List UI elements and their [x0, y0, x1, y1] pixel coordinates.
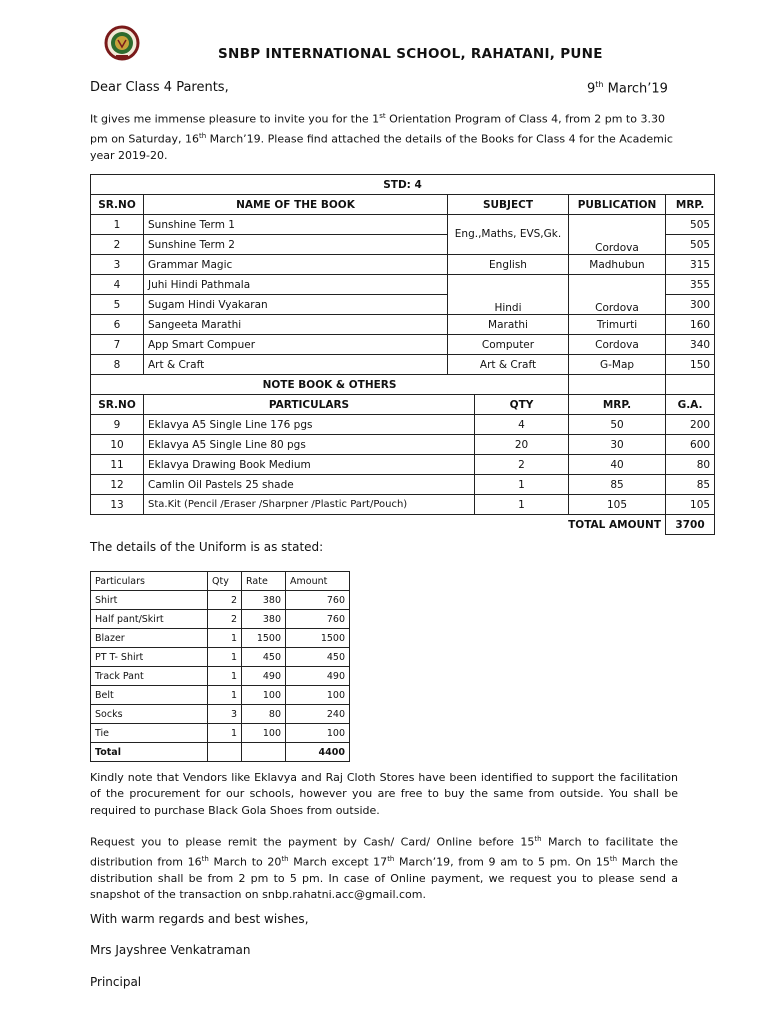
letter-date: 9th March’19: [587, 80, 668, 97]
table-row: Shirt 2 380 760: [91, 591, 350, 610]
total-amount-label: TOTAL AMOUNT: [91, 515, 666, 535]
column-header: Amount: [286, 572, 350, 591]
total-amount-value: 3700: [666, 515, 715, 535]
table-row: 13 Sta.Kit (Pencil /Eraser /Sharpner /Plastic Part/Pouch) 1 105 105: [91, 495, 715, 515]
uniform-total-label: Total: [91, 743, 208, 762]
table-row: Tie 1 100 100: [91, 724, 350, 743]
payment-paragraph: Request you to please remit the payment by Cash/ Card/ Online before 15th March to facilitate the distribution from 16th March to 20th March except 17th March’19, from 9 am to 5 pm. On 15th March the distribution shall be from 2 pm to 5 pm. In case of Online payment, we request you to please send a snapshot of the transaction on snbp.rahatni.acc@gmail.com.: [90, 835, 679, 902]
uniform-table: [90, 571, 350, 762]
section-heading-row: [91, 375, 715, 395]
table-row: PT T- Shirt 1 450 450: [91, 648, 350, 667]
signatory-title: Principal: [90, 975, 142, 989]
table-row: 11 Eklavya Drawing Book Medium 2 40 80: [91, 455, 715, 475]
table-row: 12 Camlin Oil Pastels 25 shade 1 85 85: [91, 475, 715, 495]
table-row: 7 App Smart Compuer Computer Cordova 340: [91, 335, 715, 355]
table-row: 9 Eklavya A5 Single Line 176 pgs 4 50 200: [91, 415, 715, 435]
total-row: [91, 743, 350, 762]
table-row: Half pant/Skirt 2 380 760: [91, 610, 350, 629]
table-row: 3 Grammar Magic English Madhubun 315: [91, 255, 715, 275]
table-row: 8 Art & Craft Art & Craft G-Map 150: [91, 355, 715, 375]
table-row: 2 Sunshine Term 2 505: [91, 235, 715, 255]
vendor-note-paragraph: Kindly note that Vendors like Eklavya and Raj Cloth Stores have been identified to support the facilitation of the procurement for our schools, however you are free to buy the same from outside. You shall be required to purchase Black Gola Shoes from outside.: [90, 771, 678, 817]
notebook-section-title: NOTE BOOK & OTHERS: [91, 375, 569, 395]
table-header-row: [91, 395, 715, 415]
column-header: SR.NO: [91, 195, 144, 215]
school-title: SNBP INTERNATIONAL SCHOOL, RAHATANI, PUNE: [218, 46, 603, 62]
uniform-total-value: 4400: [286, 743, 350, 762]
column-header: SUBJECT: [448, 195, 569, 215]
salutation: Dear Class 4 Parents,: [90, 80, 229, 95]
school-logo-icon: [104, 25, 140, 61]
table-row: 10 Eklavya A5 Single Line 80 pgs 20 30 600: [91, 435, 715, 455]
table-row: Track Pant 1 490 490: [91, 667, 350, 686]
table-row: 4 Juhi Hindi Pathmala Hindi Cordova 355: [91, 275, 715, 295]
column-header: PUBLICATION: [569, 195, 666, 215]
column-header: Qty: [208, 572, 242, 591]
table-row: 6 Sangeeta Marathi Marathi Trimurti 160: [91, 315, 715, 335]
table-row: Blazer 1 1500 1500: [91, 629, 350, 648]
closing-regards: With warm regards and best wishes,: [90, 912, 309, 926]
signatory-name: Mrs Jayshree Venkatraman: [90, 943, 251, 957]
table-header-row: [91, 572, 350, 591]
table-row: Belt 1 100 100: [91, 686, 350, 705]
std-heading: STD: 4: [91, 175, 715, 195]
column-header: NAME OF THE BOOK: [144, 195, 448, 215]
column-header: SR.NO: [91, 395, 144, 415]
column-header: MRP.: [569, 395, 666, 415]
column-header: Particulars: [91, 572, 208, 591]
column-header: QTY: [475, 395, 569, 415]
intro-paragraph: It gives me immense pleasure to invite you for the 1st Orientation Program of Class 4, from 2 pm to 3.30 pm on Saturday, 16th March’19. Please find attached the details of the Books for Class 4 for the Academic year 2019-20.: [90, 112, 673, 162]
table-row: 1 Sunshine Term 1 Eng.,Maths, EVS,Gk. Cordova 505: [91, 215, 715, 235]
column-header: Rate: [242, 572, 286, 591]
column-header: PARTICULARS: [144, 395, 475, 415]
uniform-caption: The details of the Uniform is as stated:: [90, 540, 324, 554]
table-header-row: [91, 195, 715, 215]
column-header: G.A.: [666, 395, 715, 415]
table-row: 5 Sugam Hindi Vyakaran 300: [91, 295, 715, 315]
total-row: [91, 515, 715, 535]
column-header: MRP.: [666, 195, 715, 215]
books-table: [90, 174, 715, 535]
table-row: Socks 3 80 240: [91, 705, 350, 724]
table-row: [91, 175, 715, 195]
